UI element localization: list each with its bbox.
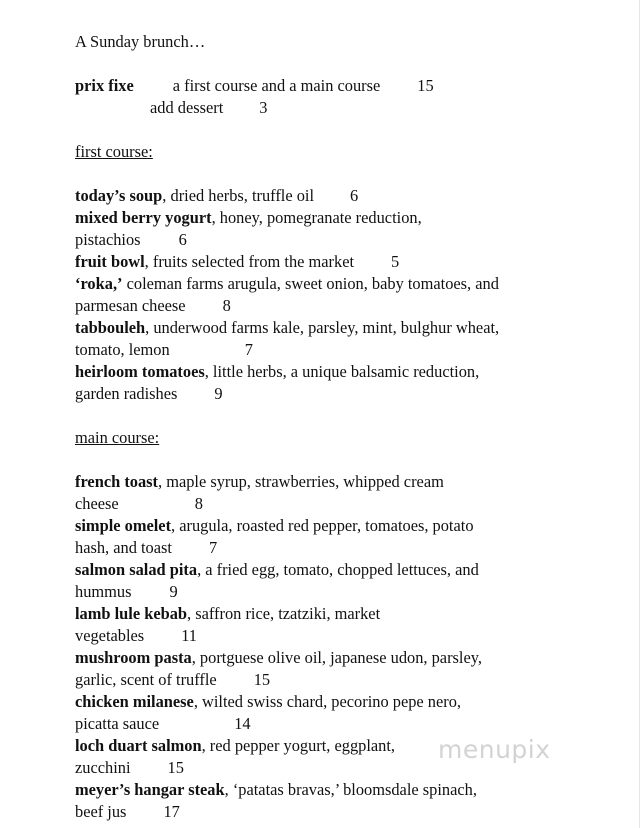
list-item (75, 515, 575, 537)
item-description: vegetables (75, 626, 145, 645)
item-description: garlic, scent of truffle (75, 670, 217, 689)
item-name: loch duart salmon (75, 736, 202, 755)
item-description: parmesan cheese (75, 296, 186, 315)
item-description: , portguese olive oil, japanese udon, parsley, (191, 648, 482, 667)
list-item (75, 251, 575, 273)
item-description: , little herbs, a unique balsamic reduction, (204, 362, 480, 381)
item-description: tomato, lemon (75, 340, 170, 359)
item-description: , a fried egg, tomato, chopped lettuces, and (197, 560, 479, 579)
item-description: zucchini (75, 758, 131, 777)
list-item (75, 471, 575, 493)
item-price: 7 (244, 340, 253, 359)
item-description: , saffron rice, tzatziki, market (187, 604, 381, 623)
list-item (75, 207, 575, 229)
item-description: , ‘patatas bravas,’ bloomsdale spinach, (224, 780, 477, 799)
list-item (75, 603, 575, 625)
item-name: french toast (75, 472, 159, 491)
item-description: , maple syrup, strawberries, whipped cream (158, 472, 444, 491)
list-item-continued (75, 537, 575, 559)
prix-fixe-description: a first course and a main course (172, 76, 381, 95)
menu-document (75, 31, 575, 823)
item-description: cheese (75, 494, 119, 513)
item-description: , wilted swiss chard, pecorino pepe nero, (193, 692, 462, 711)
item-description: hummus (75, 582, 132, 601)
menu-title: A Sunday brunch… (75, 32, 206, 51)
add-dessert-label: add dessert (150, 98, 224, 117)
list-item-continued (75, 625, 575, 647)
item-price: 11 (181, 626, 197, 645)
item-name: chicken milanese (75, 692, 194, 711)
item-name: meyer’s hangar steak (75, 780, 225, 799)
list-item-continued (75, 713, 575, 735)
item-name: tabbouleh (75, 318, 146, 337)
item-name: mixed berry yogurt (75, 208, 212, 227)
add-dessert-line (75, 97, 575, 119)
list-item (75, 317, 575, 339)
item-price: 9 (214, 384, 223, 403)
item-price: 8 (222, 296, 231, 315)
item-description: , dried herbs, truffle oil (162, 186, 315, 205)
item-price: 6 (350, 186, 359, 205)
list-item-continued (75, 669, 575, 691)
item-price: 7 (208, 538, 218, 557)
item-price: 8 (194, 494, 203, 513)
item-price: 14 (234, 714, 251, 733)
item-name: lamb lule kebab (75, 604, 188, 623)
menupix-watermark: menupix (438, 735, 551, 764)
item-description: garden radishes (75, 384, 178, 403)
list-item (75, 559, 575, 581)
list-item-continued (75, 229, 575, 251)
list-item (75, 779, 575, 801)
item-price: 15 (167, 758, 184, 777)
item-description: , honey, pomegranate reduction, (211, 208, 422, 227)
list-item-continued (75, 339, 575, 361)
list-item (75, 691, 575, 713)
item-description: beef jus (75, 802, 127, 821)
list-item (75, 647, 575, 669)
prix-fixe-label: prix fixe (75, 76, 134, 95)
add-dessert-price: 3 (259, 98, 268, 117)
item-description: , fruits selected from the market (144, 252, 355, 271)
item-name: mushroom pasta (75, 648, 192, 667)
item-name: simple omelet (75, 516, 172, 535)
item-price: 5 (391, 252, 400, 271)
item-price: 6 (178, 230, 187, 249)
list-item-continued (75, 383, 575, 405)
list-item (75, 361, 575, 383)
item-description: pistachios (75, 230, 141, 249)
item-name: ‘roka,’ (75, 274, 123, 293)
prix-fixe-price: 15 (417, 76, 434, 95)
item-description: coleman farms arugula, sweet onion, baby tomatoes, and (122, 274, 499, 293)
list-item (75, 273, 575, 295)
list-item-continued (75, 801, 575, 823)
item-description: , arugula, roasted red pepper, tomatoes, potato (171, 516, 474, 535)
item-name: fruit bowl (75, 252, 145, 271)
first-course-heading: first course: (75, 142, 153, 161)
item-price: 17 (163, 802, 180, 821)
list-item (75, 185, 575, 207)
item-description: picatta sauce (75, 714, 160, 733)
main-course-heading: main course: (75, 428, 160, 447)
item-name: heirloom tomatoes (75, 362, 205, 381)
item-description: , underwood farms kale, parsley, mint, bulghur wheat, (145, 318, 500, 337)
list-item-continued (75, 581, 575, 603)
prix-fixe-line (75, 75, 575, 97)
item-price: 15 (253, 670, 271, 689)
list-item-continued (75, 493, 575, 515)
item-description: hash, and toast (75, 538, 172, 557)
item-description: , red pepper yogurt, eggplant, (201, 736, 396, 755)
list-item-continued (75, 295, 575, 317)
item-price: 9 (169, 582, 178, 601)
item-name: salmon salad pita (75, 560, 198, 579)
item-name: today’s soup (75, 186, 163, 205)
